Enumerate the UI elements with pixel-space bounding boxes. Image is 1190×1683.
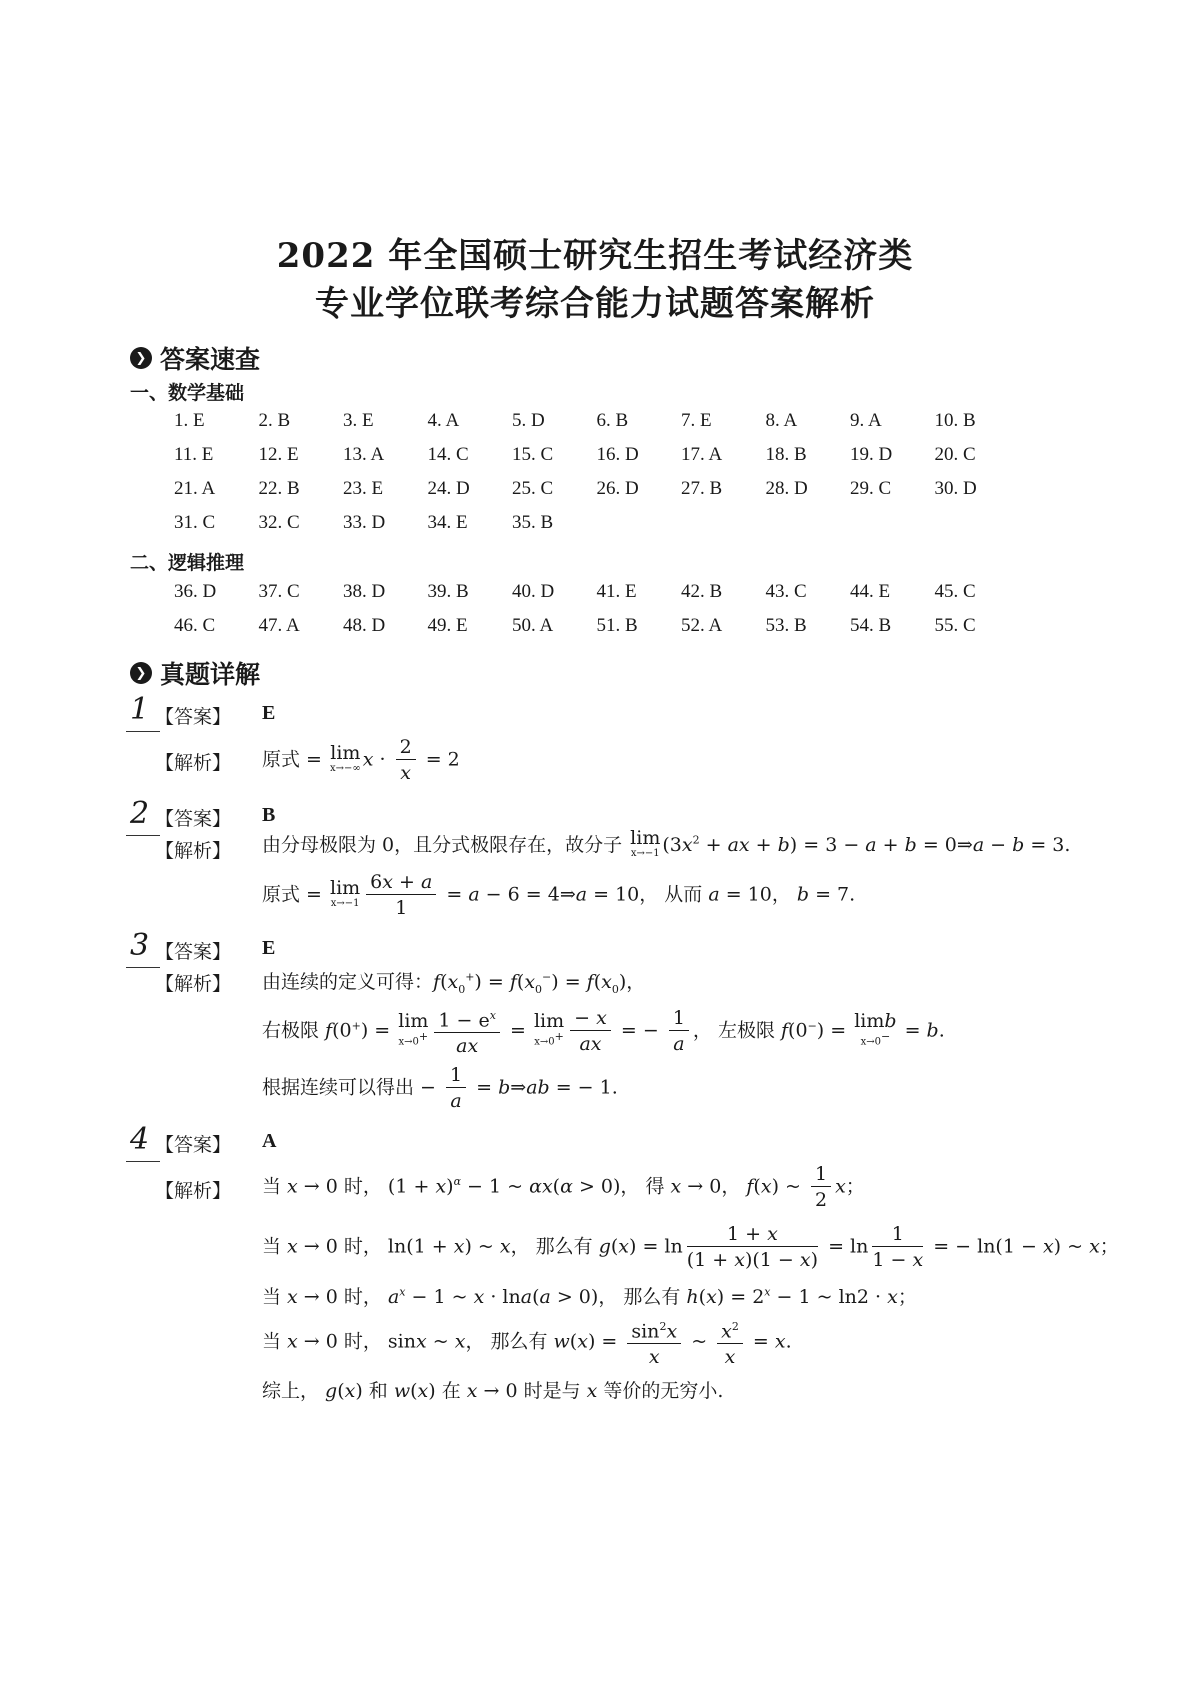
answer-cell: 6. B	[596, 410, 629, 431]
answer-cell: 37. C	[258, 581, 300, 602]
answer-cell: 52. A	[681, 615, 723, 636]
q3-analysis-line-1: 由连续的定义可得：$f(x_0^+) = f(x_0^-) = f(x_0)$，	[262, 970, 646, 996]
analysis-tag: 【解析】	[155, 1180, 232, 1202]
q3-analysis-line-3: 根据连续可以得出 − $\frac{1}{a}$ = b⇒ab = − 1.	[262, 1064, 618, 1112]
q4-analysis-line-2: 当 x → 0 时， ln(1 + x) ~ x， 那么有 g(x) = ln $\frac{1 + x}{(1 + x)(1 - x)}$ = ln $\frac{1}{1 - x}$ = − ln(1 − x) ~ x；	[262, 1223, 1119, 1271]
math-answer-grid	[174, 404, 1019, 540]
analysis-tag: 【解析】	[155, 752, 232, 774]
answer-cell: 28. D	[765, 478, 808, 499]
answer-cell: 32. C	[258, 512, 300, 533]
question-number-underline	[126, 967, 160, 968]
question-number-underline	[126, 1161, 160, 1162]
answer-cell: 19. D	[850, 444, 893, 465]
answer-cell: 33. D	[343, 512, 386, 533]
answer-cell: 47. A	[258, 615, 300, 636]
answer-cell: 1. E	[174, 410, 205, 431]
q3-analysis-line-2: 右极限 f(0+) = lim x→0+ $\frac{1 - e^x}{ax}$ = lim x→0+ $\frac{- x}{ax}$ = − $\frac{1}{a}$ ， 左极限 f(0−) = limb x→0− = b.	[262, 1004, 945, 1059]
answer-cell: 43. C	[765, 581, 807, 602]
answer-row	[174, 472, 1019, 506]
answer-cell: 16. D	[596, 444, 639, 465]
q4-analysis-line-5: 综上， g(x) 和 w(x) 在 x → 0 时是与 x 等价的无穷小.	[262, 1380, 724, 1402]
answer-cell: 48. D	[343, 615, 386, 636]
question-number-1: 1	[130, 692, 150, 727]
answer-cell: 24. D	[427, 478, 470, 499]
quick-answers-heading-text: 答案速查	[160, 345, 261, 374]
answer-cell: 31. C	[174, 512, 216, 533]
answer-row	[174, 575, 1019, 609]
answer-cell: 44. E	[850, 581, 891, 602]
answer-tag: 【答案】	[155, 941, 232, 963]
answer-cell: 39. B	[427, 581, 469, 602]
answer-cell: 2. B	[258, 410, 291, 431]
answer-cell: 35. B	[512, 512, 554, 533]
answer-cell: 9. A	[850, 410, 882, 431]
q2-analysis-line-2: 原式 = lim x→−1 $\frac{6x + a}{1}$ = a − 6 = 4⇒a = 10， 从而 a = 10， b = 7.	[262, 871, 856, 919]
answer-cell: 29. C	[850, 478, 892, 499]
answer-cell: 30. D	[934, 478, 977, 499]
answer-cell: 34. E	[427, 512, 468, 533]
q2-analysis-line-1: 由分母极限为 0，且分式极限存在，故分子 lim x→−1 ($3x^2$ + ax + b) = 3 − a + b = 0⇒a − b = 3.	[262, 827, 1071, 859]
answer-row	[174, 609, 1019, 643]
page-title-line-1: 2022 年全国硕士研究生招生考试经济类	[276, 236, 914, 276]
answer-letter-3: E	[262, 937, 276, 959]
answer-cell: 22. B	[258, 478, 300, 499]
answer-cell: 11. E	[174, 444, 214, 465]
answer-cell: 36. D	[174, 581, 217, 602]
analysis-tag: 【解析】	[155, 973, 232, 995]
answer-letter-4: A	[262, 1130, 277, 1152]
answer-cell: 38. D	[343, 581, 386, 602]
answer-cell: 12. E	[258, 444, 299, 465]
answer-letter-2: B	[262, 804, 276, 826]
q1-analysis-line-1: 原式 = lim x→−∞ x · $\frac{2}{x}$ = 2	[262, 736, 460, 784]
answer-cell: 3. E	[343, 410, 374, 431]
question-number-underline	[126, 731, 160, 732]
answer-cell: 14. C	[427, 444, 469, 465]
page-title-line-2: 专业学位联考综合能力试题答案解析	[315, 284, 875, 324]
answer-row	[174, 506, 1019, 540]
answer-row	[174, 404, 1019, 438]
answer-letter-1: E	[262, 702, 276, 724]
answer-cell: 21. A	[174, 478, 216, 499]
answer-cell: 13. A	[343, 444, 385, 465]
question-number-3: 3	[130, 928, 150, 963]
answer-cell: 53. B	[765, 615, 807, 636]
math-section-heading: 一、数学基础	[130, 382, 245, 404]
answer-cell: 7. E	[681, 410, 712, 431]
answer-cell: 5. D	[512, 410, 545, 431]
answer-cell: 10. B	[934, 410, 976, 431]
question-number-2: 2	[130, 796, 150, 831]
quick-answers-heading	[130, 340, 260, 376]
answer-cell: 27. B	[681, 478, 723, 499]
chevron-right-icon: ❯	[130, 662, 152, 684]
answer-cell: 4. A	[427, 410, 460, 431]
answer-tag: 【答案】	[155, 706, 232, 728]
answer-cell: 41. E	[596, 581, 637, 602]
answer-tag: 【答案】	[155, 1134, 232, 1156]
answer-cell: 23. E	[343, 478, 384, 499]
answer-cell: 51. B	[596, 615, 638, 636]
answer-cell: 55. C	[934, 615, 976, 636]
chevron-right-icon: ❯	[130, 347, 152, 369]
answer-cell: 42. B	[681, 581, 723, 602]
answer-cell: 8. A	[765, 410, 798, 431]
answer-cell: 18. B	[765, 444, 807, 465]
answer-cell: 17. A	[681, 444, 723, 465]
q4-analysis-line-4: 当 x → 0 时， sinx ~ x， 那么有 w(x) = $\frac{\sin^2x}{x}$ ~ $\frac{x^2}{x}$ = x.	[262, 1315, 792, 1370]
answer-cell: 40. D	[512, 581, 555, 602]
answer-cell: 46. C	[174, 615, 216, 636]
answer-tag: 【答案】	[155, 808, 232, 830]
answer-cell: 45. C	[934, 581, 976, 602]
detail-heading-text: 真题详解	[160, 660, 261, 689]
logic-section-heading: 二、逻辑推理	[130, 552, 245, 574]
answer-cell: 26. D	[596, 478, 639, 499]
answer-cell: 54. B	[850, 615, 892, 636]
detail-heading	[130, 655, 260, 691]
q4-analysis-line-3: 当 x → 0 时， $a^x - 1$ ~ x · lna(a > 0)， 那么有 $h(x) = 2^x - 1$ ~ ln2 · x；	[262, 1285, 917, 1308]
answer-cell: 15. C	[512, 444, 554, 465]
analysis-tag: 【解析】	[155, 840, 232, 862]
question-number-4: 4	[130, 1122, 150, 1157]
answer-row	[174, 438, 1019, 472]
answer-cell: 49. E	[427, 615, 468, 636]
answer-cell: 20. C	[934, 444, 976, 465]
answer-cell: 50. A	[512, 615, 554, 636]
answer-cell: 25. C	[512, 478, 554, 499]
logic-answer-grid	[174, 575, 1019, 643]
q4-analysis-line-1: 当 x → 0 时， $(1 + x)^\alpha - 1$ ~ αx(α > 0)， 得 x → 0， f(x) ~ $\frac{1}{2}$ x；	[262, 1163, 865, 1211]
